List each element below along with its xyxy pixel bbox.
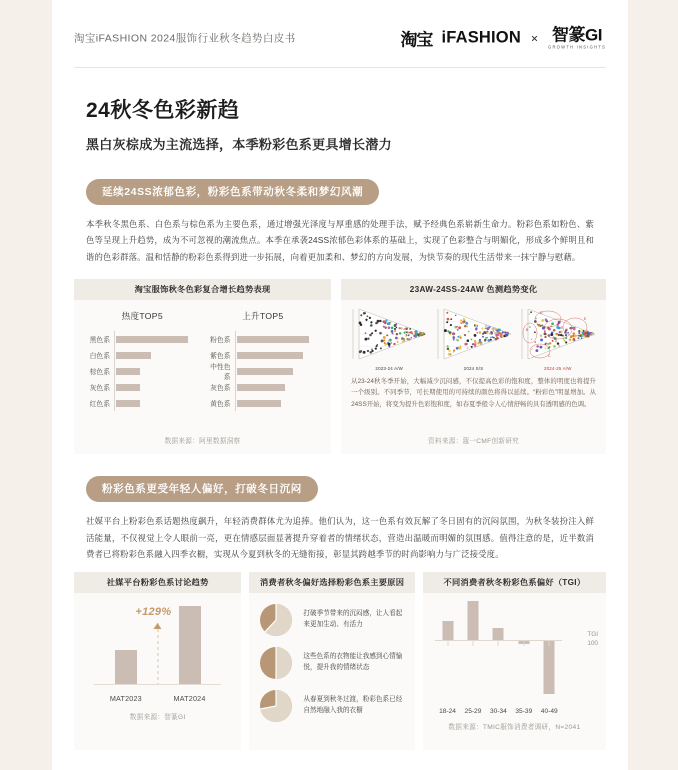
reason-pie-list [249, 593, 414, 724]
reason-pie-chart [258, 688, 294, 724]
reason-text: 从春夏到秋冬过渡，粉彩色系已经自然地融入我的衣橱 [303, 696, 403, 715]
panel-social-trend-source: 数据来源：智篆GI [129, 714, 186, 722]
header-title: 淘宝iFASHION 2024服饰行业秋冬趋势白皮书 [74, 32, 296, 45]
svg-text:E: E [583, 317, 587, 322]
section1-body: 本季秋冬黑色系、白色系与棕色系为主要色系，通过增强光泽度与厚重感的处理手法，赋予经典色系崭新生命力。粉彩色系如粉色、紫色等呈现上升趋势，成为不可忽视的潮流焦点。本季在承袭24SS浓郁色彩体系的基础上，实现了色彩整合与明媚化，形成多个鲜明且和谐的色彩群落。温和恬静的粉彩色系得到进一步拓展，向着更加柔和、梦幻的方向发展，为快节奏的现代生活带来一抹宁静与慰藉。 [86, 219, 594, 262]
bar-row-label: 灰色系 [89, 385, 110, 393]
zhizhuan-logo-main: 智篆GI [552, 25, 602, 45]
zhizhuan-logo-sub: GROWTH INSIGHTS [547, 44, 606, 50]
tgi-bar [493, 628, 504, 640]
tgi-bar [544, 641, 555, 694]
page-title: 24秋冬色彩新趋 [86, 99, 240, 122]
title-block [52, 68, 628, 153]
scatter-plot-caption: 2024 S/S [463, 366, 484, 372]
charts-row-1 [74, 279, 606, 454]
scatter-plot [349, 307, 429, 365]
tgi-baseline-note [587, 631, 598, 648]
logo-lockup [400, 26, 606, 51]
scatter-plot-caption: 2023-24 A/W [375, 366, 404, 372]
section2-badge: 粉彩色系更受年轻人偏好，打破冬日沉闷 [86, 476, 318, 502]
panel-social-trend [74, 572, 241, 750]
scatter-plot [434, 307, 514, 365]
bar-row-bar [237, 352, 303, 359]
tgi-column [435, 599, 460, 695]
tgi-baseline-value: 100 [587, 639, 598, 647]
reason-pie-chart [258, 645, 294, 681]
bar-row [84, 331, 203, 347]
bar-block-hot [82, 310, 203, 411]
tgi-axis-label: 18-24 [439, 708, 456, 716]
header-divider [74, 67, 606, 68]
bar-row-bar [237, 336, 309, 343]
tgi-bar [467, 601, 478, 641]
tgi-chart [423, 593, 606, 721]
bar-row-bar [237, 400, 282, 407]
growth-bar [179, 606, 201, 684]
scatter-plot-caption: 2024-25 A/W [544, 366, 572, 372]
bar-rows-hot [82, 331, 203, 411]
svg-text:A: A [557, 321, 561, 326]
panel-color-trend-note: 从23-24秋冬季开始，大幅减少沉闷感，不仅提高色彩的饱和度，整体的明度也将提升一个级别。不同季节，可长期使用的可持续的颜色将得以延续。“粉彩色”明显增加。从24SS开始，将变为提升色彩饱和度，如春夏季般令人心情舒畅的具有透明感的色调。 [351, 378, 596, 408]
panel-reasons-title: 消费者秋冬偏好选择粉彩色系主要原因 [249, 572, 414, 593]
bar-row-label: 棕色系 [89, 369, 110, 377]
tgi-bars [435, 599, 562, 695]
bar-row [205, 379, 324, 395]
tgi-column [460, 599, 485, 695]
tgi-tick [472, 640, 473, 646]
growth-bar-label: MAT2024 [173, 694, 206, 704]
bar-row-label: 红色系 [89, 401, 110, 409]
panel-color-growth [74, 279, 331, 454]
bar-row-bar [237, 368, 293, 375]
reason-pie-chart [258, 602, 294, 638]
ifashion-logo: iFASHION [441, 28, 521, 47]
bar-row [84, 363, 203, 379]
bar-axis [235, 331, 236, 411]
growth-percent-label: +129% [135, 606, 172, 619]
section2-body: 社媒平台上粉彩色系话题热度飙升，年轻消费群体尤为追捧。他们认为，这一色系有效瓦解了冬日固有的沉闷氛围，为秋冬装扮注入鲜活能量，不仅视觉上令人眼前一亮，更在情感层面显著提升穿着者的情绪状态，营造出温暖而明媚的氛围感。值得注意的是，近半数消费者已将粉彩色系融入四季衣橱，实现从今夏到秋冬的无缝衔接，彰显其跨越季节的时尚影响力与广泛接受度。 [86, 516, 594, 559]
bar-row-label: 黑色系 [89, 337, 110, 345]
bar-rows-rising [203, 331, 324, 411]
reason-text: 打破季节带来的沉闷感，让人看起来更加生动、有活力 [303, 610, 403, 629]
svg-text:B: B [525, 328, 529, 333]
tgi-column [537, 599, 562, 695]
bar-row [84, 347, 203, 363]
panel-social-trend-title: 社媒平台粉彩色系讨论趋势 [74, 572, 241, 593]
growth-labels [94, 694, 221, 703]
reason-item [258, 688, 405, 724]
bar-row [205, 331, 324, 347]
growth-bar-chart [74, 593, 241, 711]
tgi-baseline-label: TGI [587, 631, 598, 639]
bar-row [84, 379, 203, 395]
growth-bar [115, 650, 137, 684]
growth-bar-label: MAT2023 [109, 694, 142, 704]
panel-reasons [249, 572, 414, 750]
reason-item [258, 645, 405, 681]
bar-row-bar [116, 336, 188, 343]
bar-row-label: 白色系 [89, 353, 110, 361]
bar-row-label: 紫色系 [210, 353, 231, 361]
bar-block-hot-title: 热度TOP5 [121, 311, 163, 322]
bar-block-rising [203, 310, 324, 411]
growth-baseline [94, 684, 221, 685]
bar-block-rising-title: 上升TOP5 [242, 311, 284, 322]
reason-text: 这些色系的衣物能让我感到心情愉悦，提升我的情绪状态 [303, 653, 403, 672]
bar-row-label: 中性色系 [210, 364, 231, 382]
tgi-tick [523, 640, 524, 646]
bar-axis [114, 331, 115, 411]
tgi-tick [447, 640, 448, 646]
bar-row [205, 363, 324, 382]
bar-row-bar [116, 368, 140, 375]
bar-row-bar [116, 384, 140, 391]
page-subtitle: 黑白灰棕成为主流选择，本季粉彩色系更具增长潜力 [86, 137, 392, 152]
tgi-bar [442, 621, 453, 640]
panel-color-trend [341, 279, 606, 454]
panel-color-growth-title: 淘宝服饰秋冬色彩复合增长趋势表现 [74, 279, 331, 300]
bar-row-label: 粉色系 [210, 337, 231, 345]
bar-row [84, 395, 203, 411]
bar-row-label: 灰色系 [210, 385, 231, 393]
panel-tgi-title: 不同消费者秋冬粉彩色系偏好（TGI） [423, 572, 606, 593]
zhizhuan-logo [548, 26, 606, 49]
growth-bars [94, 604, 221, 684]
panel-color-trend-title: 23AW-24SS-24AW 色测趋势变化 [341, 279, 606, 300]
tgi-tick [498, 640, 499, 646]
tgi-axis-label: 30-34 [489, 708, 507, 716]
report-card [52, 0, 628, 770]
section1-badge: 延续24SS浓郁色彩，粉彩色系带动秋冬柔和梦幻风潮 [86, 179, 379, 205]
tgi-column [511, 599, 536, 695]
tgi-column [486, 599, 511, 695]
bar-row-bar [116, 400, 140, 407]
panel-tgi-source: 数据来源：TMIC服饰消费者调研，N=2041 [448, 724, 581, 732]
reason-item [258, 602, 405, 638]
section2-badge-wrap [86, 476, 628, 502]
tgi-axis-label: 25-29 [464, 708, 482, 716]
scatter-panels [341, 300, 606, 371]
svg-text:D: D [539, 311, 543, 316]
bar-row-label: 黄色系 [210, 401, 231, 409]
page-header [52, 0, 628, 68]
bar-row-bar [116, 352, 151, 359]
bar-row [205, 395, 324, 411]
tgi-axis-label: 35-39 [515, 708, 533, 716]
tgi-tick [549, 640, 550, 646]
svg-text:C: C [547, 354, 551, 359]
taobao-logo: 淘宝 [400, 30, 433, 51]
charts-row-2 [74, 572, 606, 750]
panel-tgi [423, 572, 606, 750]
bar-blocks [74, 300, 331, 411]
section1-badge-wrap [86, 179, 628, 205]
scatter-plot [518, 307, 598, 365]
bar-row-bar [237, 384, 286, 391]
panel-color-growth-source: 数据来源：阿里数据洞察 [164, 438, 241, 446]
tgi-labels [435, 708, 562, 715]
times-icon: × [530, 31, 538, 45]
panel-color-trend-source: 资料来源：蔻一CMF创新研究 [428, 438, 520, 446]
tgi-axis-label: 40-49 [540, 708, 558, 716]
